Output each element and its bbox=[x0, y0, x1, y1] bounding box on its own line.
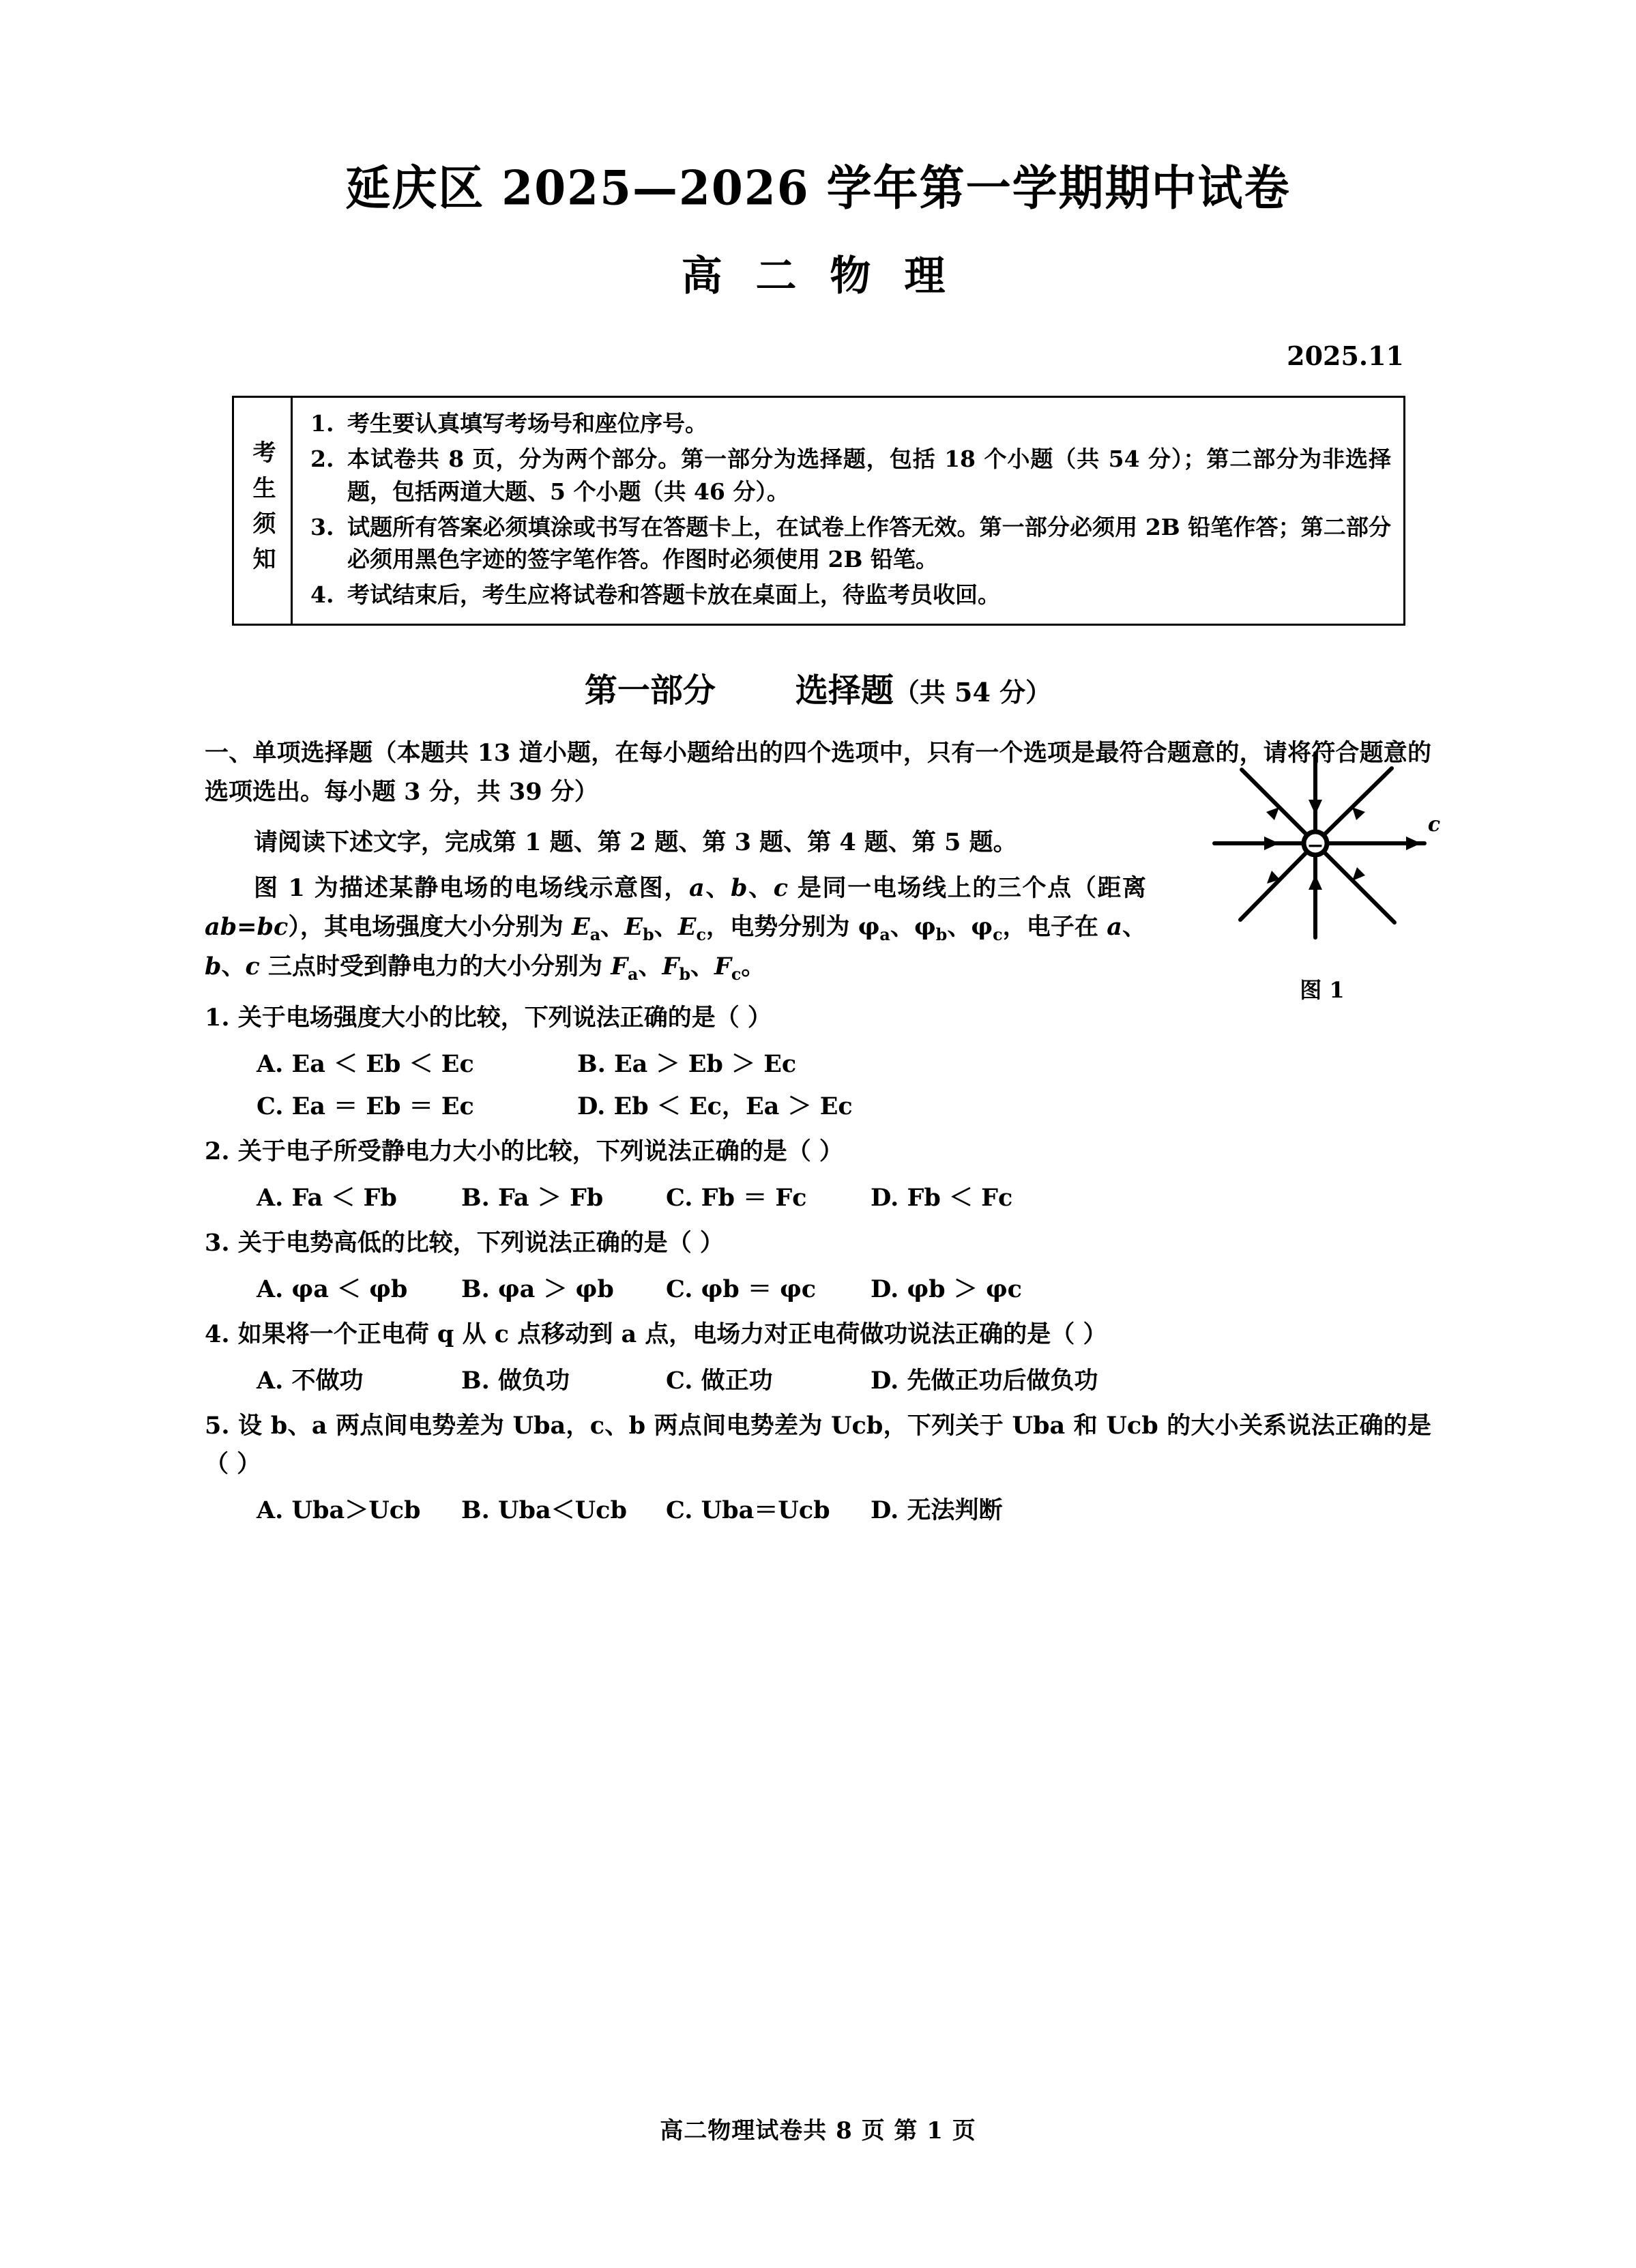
part-one-score: （共 54 分） bbox=[893, 677, 1052, 708]
question-5-option-d[interactable] bbox=[871, 1492, 1075, 1526]
option-label: D. bbox=[871, 1275, 899, 1303]
option-label: A. bbox=[257, 1275, 284, 1303]
notice-item-number: 2. bbox=[310, 445, 334, 472]
notice-wrapper bbox=[232, 396, 1405, 626]
question-1-option-c[interactable] bbox=[257, 1088, 577, 1122]
question-2-options bbox=[205, 1179, 1431, 1213]
question-1-options-row-1 bbox=[205, 1045, 1431, 1079]
question-4-option-c[interactable] bbox=[666, 1362, 871, 1396]
question-5-option-b[interactable] bbox=[461, 1492, 666, 1526]
question-1-option-b[interactable] bbox=[577, 1045, 898, 1079]
question-1-stem bbox=[205, 999, 1431, 1037]
notice-item-text: 本试卷共 8 页，分为两个部分。第一部分为选择题，包括 18 个小题（共 54 分）；第二部分为非选择题，包括两道大题、5 个小题（共 46 分）。 bbox=[347, 445, 1391, 505]
notice-item-number: 1. bbox=[310, 410, 334, 437]
option-text: Ea ＞ Eb ＞ Ec bbox=[613, 1049, 797, 1078]
part-one-type: 选择题 bbox=[795, 671, 894, 710]
option-label: C. bbox=[666, 1183, 693, 1212]
question-3-stem bbox=[205, 1224, 1431, 1262]
option-label: B. bbox=[461, 1275, 490, 1303]
notice-item-text: 考试结束后，考生应将试卷和答题卡放在桌面上，待监考员收回。 bbox=[347, 581, 1000, 609]
option-text: φb ＞ φc bbox=[907, 1275, 1022, 1303]
charge-sign-label: − bbox=[1306, 834, 1324, 858]
option-label: C. bbox=[666, 1496, 693, 1524]
question-body bbox=[205, 734, 1441, 1526]
option-text: 不做功 bbox=[291, 1366, 364, 1395]
question-4-option-d[interactable] bbox=[871, 1362, 1098, 1396]
notice-item bbox=[310, 407, 1391, 440]
option-label: D. bbox=[871, 1366, 899, 1395]
question-2-text: 关于电子所受静电力大小的比较，下列说法正确的是（ ） bbox=[237, 1137, 843, 1165]
option-label: C. bbox=[666, 1275, 693, 1303]
option-label: D. bbox=[871, 1183, 899, 1212]
exam-date: 2025.11 bbox=[1287, 340, 1404, 371]
option-text: Fb ＝ Fc bbox=[701, 1183, 807, 1212]
question-5-stem bbox=[205, 1407, 1431, 1483]
question-3-option-b[interactable] bbox=[461, 1270, 666, 1305]
option-label: B. bbox=[577, 1049, 606, 1078]
notice-list bbox=[293, 398, 1403, 624]
option-text: φa ＜ φb bbox=[291, 1275, 408, 1303]
option-label: A. bbox=[257, 1049, 284, 1078]
option-label: D. bbox=[871, 1496, 899, 1524]
page-subtitle: 高 二 物 理 bbox=[681, 252, 955, 300]
question-3-number: 3. bbox=[205, 1228, 230, 1257]
option-text: Ea ＜ Eb ＜ Ec bbox=[291, 1049, 474, 1078]
reading-passage: 图 1 为描述某静电场的电场线示意图，a、b、c 是同一电场线上的三个点（距离 ab=bc），其电场强度大小分别为 $E_a$、$E_b$、$E_c$，电势分别为 $\varphi_a$、$\varphi_b$、$\varphi_c$，电子在 a、b、c 三点时受到静电力的大小分别为 $F_a$、$F_b$、$F_c$。 bbox=[205, 874, 1147, 985]
option-label: A. bbox=[257, 1183, 284, 1212]
option-text: Fa ＞ Fb bbox=[497, 1183, 604, 1212]
option-text: Ea ＝ Eb ＝ Ec bbox=[291, 1092, 474, 1120]
reading-lead: 请阅读下述文字，完成第 1 题、第 2 题、第 3 题、第 4 题、第 5 题。 bbox=[254, 828, 1017, 857]
part-one-heading bbox=[0, 664, 1636, 711]
option-text: φa ＞ φb bbox=[497, 1275, 614, 1303]
question-3-option-c[interactable] bbox=[666, 1270, 871, 1305]
question-1-option-d[interactable] bbox=[577, 1088, 898, 1122]
option-text: Fb ＜ Fc bbox=[907, 1183, 1013, 1212]
question-3-option-d[interactable] bbox=[871, 1270, 1075, 1305]
notice-item bbox=[310, 579, 1391, 611]
notice-label-cell bbox=[234, 398, 293, 624]
question-2-stem bbox=[205, 1133, 1431, 1171]
notice-item bbox=[310, 511, 1391, 577]
notice-item-number: 3. bbox=[310, 513, 334, 540]
option-label: A. bbox=[257, 1496, 284, 1524]
notice-item-number: 4. bbox=[310, 581, 334, 609]
question-5-text: 设 b、a 两点间电势差为 Uba，c、b 两点间电势差为 Ucb，下列关于 Uba 和 Ucb 的大小关系说法正确的是（ ） bbox=[205, 1411, 1432, 1478]
question-4-text: 如果将一个正电荷 q 从 c 点移动到 a 点，电场力对正电荷做功说法正确的是（ ） bbox=[237, 1320, 1107, 1348]
page-title: 延庆区 2025—2026 学年第一学期期中试卷 bbox=[345, 160, 1291, 216]
question-3-text: 关于电势高低的比较，下列说法正确的是（ ） bbox=[237, 1228, 724, 1257]
electric-field-lines-diagram bbox=[1199, 741, 1445, 966]
option-text: 无法判断 bbox=[907, 1496, 1003, 1524]
option-label: D. bbox=[577, 1092, 606, 1120]
notice-label-text: 考生须知 bbox=[248, 439, 276, 582]
option-text: Fa ＜ Fb bbox=[291, 1183, 397, 1212]
option-label: C. bbox=[257, 1092, 284, 1120]
option-text: φb ＝ φc bbox=[701, 1275, 817, 1303]
question-1-options-row-2 bbox=[205, 1088, 1431, 1122]
notice-item-text: 试题所有答案必须填涂或书写在答题卡上，在试卷上作答无效。第一部分必须用 2B 铅笔作答；第二部分必须用黑色字迹的签字笔作答。作图时必须使用 2B 铅笔。 bbox=[347, 513, 1391, 573]
notice-item-text: 考生要认真填写考场号和座位序号。 bbox=[347, 410, 707, 437]
point-label-c: c bbox=[1427, 813, 1441, 837]
question-1-text: 关于电场强度大小的比较，下列说法正确的是（ ） bbox=[237, 1003, 772, 1032]
option-text: Eb ＜ Ec，Ea ＞ Ec bbox=[613, 1092, 853, 1120]
question-3-option-a[interactable] bbox=[257, 1270, 461, 1305]
section-one-intro: 一、单项选择题（本题共 13 道小题，在每小题给出的四个选项中，只有一个选项是最符合题意的，请将符合题意的选项选出。每小题 3 分，共 39 分） bbox=[205, 739, 1431, 806]
question-2-option-d[interactable] bbox=[871, 1179, 1075, 1213]
page-footer: 高二物理试卷共 8 页 第 1 页 bbox=[660, 2117, 976, 2145]
question-3-options bbox=[205, 1270, 1431, 1305]
option-text: 做负功 bbox=[497, 1366, 570, 1395]
question-2-option-b[interactable] bbox=[461, 1179, 666, 1213]
option-label: B. bbox=[461, 1366, 490, 1395]
part-one-label: 第一部分 bbox=[584, 671, 716, 710]
question-4-option-a[interactable] bbox=[257, 1362, 461, 1396]
option-label: C. bbox=[666, 1366, 693, 1395]
option-text: Uba＜Ucb bbox=[497, 1496, 627, 1524]
question-4-stem bbox=[205, 1315, 1431, 1354]
option-text: 做正功 bbox=[701, 1366, 773, 1395]
option-text: Uba＞Ucb bbox=[291, 1496, 421, 1524]
question-5-option-a[interactable] bbox=[257, 1492, 461, 1526]
question-1-number: 1. bbox=[205, 1003, 230, 1032]
option-label: A. bbox=[257, 1366, 284, 1395]
question-1-option-a[interactable] bbox=[257, 1045, 577, 1079]
question-2-number: 2. bbox=[205, 1137, 230, 1165]
question-2-option-a[interactable] bbox=[257, 1179, 461, 1213]
option-label: B. bbox=[461, 1183, 490, 1212]
figure-1-caption: 图 1 bbox=[1300, 977, 1345, 1004]
candidate-notice-box bbox=[232, 396, 1405, 626]
question-4-options bbox=[205, 1362, 1431, 1396]
question-4-option-b[interactable] bbox=[461, 1362, 666, 1396]
notice-item bbox=[310, 443, 1391, 508]
figure-1 bbox=[1186, 741, 1459, 1004]
question-5-option-c[interactable] bbox=[666, 1492, 871, 1526]
option-text: Uba＝Ucb bbox=[701, 1496, 830, 1524]
question-5-options bbox=[205, 1492, 1431, 1526]
question-4-number: 4. bbox=[205, 1320, 230, 1348]
question-2-option-c[interactable] bbox=[666, 1179, 871, 1213]
question-5-number: 5. bbox=[205, 1411, 230, 1440]
option-label: B. bbox=[461, 1496, 490, 1524]
option-text: 先做正功后做负功 bbox=[907, 1366, 1098, 1395]
